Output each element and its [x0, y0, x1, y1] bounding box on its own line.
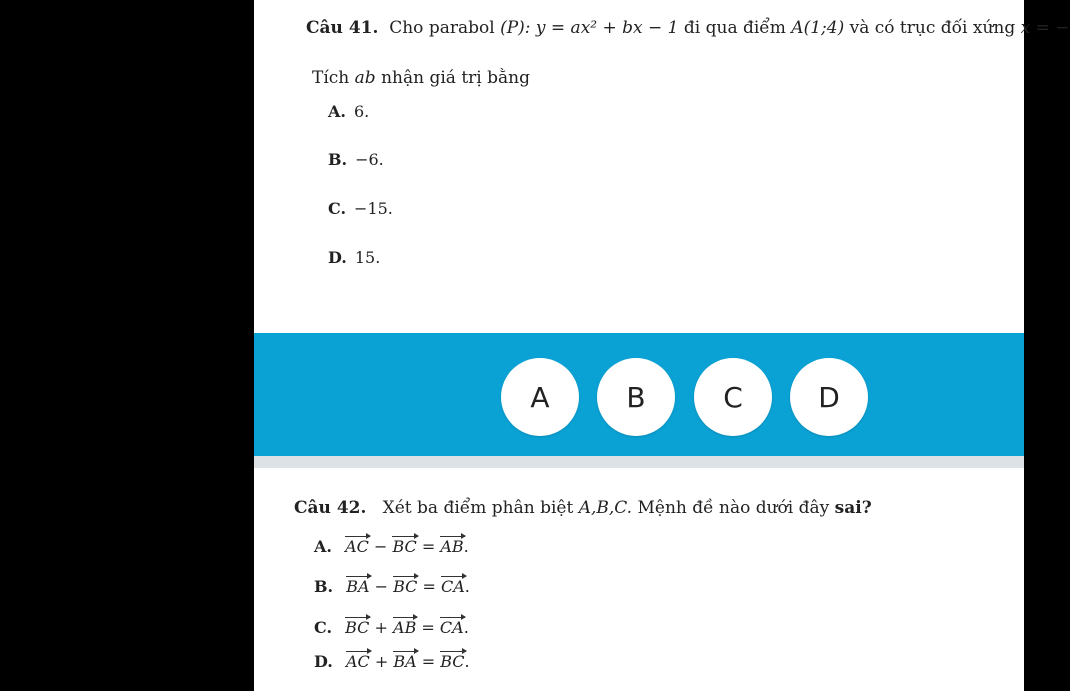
q41-point: A(1;4): [791, 18, 845, 38]
q42-a-operator: −: [373, 537, 388, 556]
q41-option-c: [328, 199, 393, 218]
q41-option-a: [328, 102, 369, 121]
q41-option-a-letter: A.: [328, 102, 346, 121]
q42-points: A,B,C.: [578, 498, 633, 518]
q41-mid: đi qua điểm: [683, 18, 786, 38]
q42-c-vector-3: CA: [439, 618, 464, 637]
q42-c-operator: +: [374, 618, 388, 637]
answer-button-b[interactable]: B: [597, 358, 675, 436]
q42-emphasis: sai?: [834, 498, 872, 518]
q42-d-operator: +: [374, 652, 389, 671]
q41-line2-var: ab: [354, 68, 376, 88]
q42-option-d: D. AC + BA = BC.: [314, 652, 470, 671]
answer-button-a[interactable]: A: [501, 358, 579, 436]
q41-option-b: [328, 150, 384, 169]
q42-d-vector-3: BC: [440, 652, 465, 671]
q41-option-b-letter: B.: [328, 150, 348, 169]
q42-d-vector-1: AC: [345, 652, 370, 671]
q41-option-b-text: −6.: [355, 150, 384, 169]
q41-option-c-text: −15.: [354, 199, 393, 218]
q42-c-vector-1: BC: [345, 618, 370, 637]
q42-option-b: B. BA − BC = CA.: [314, 577, 470, 596]
q42-a-vector-2: BC: [392, 537, 417, 556]
question-41-label: Câu 41.: [306, 18, 379, 38]
q42-text2: Mệnh đề nào dưới đây: [637, 498, 830, 518]
answer-button-c[interactable]: C: [694, 358, 772, 436]
q42-a-vector-1: AC: [345, 537, 369, 556]
q41-option-d: [328, 248, 380, 267]
q41-option-a-text: 6.: [353, 102, 370, 121]
q41-option-d-letter: D.: [328, 248, 347, 267]
q41-option-d-text: 15.: [354, 248, 381, 267]
answer-button-d[interactable]: D: [790, 358, 868, 436]
q42-option-c: C. BC + AB = CA.: [314, 618, 469, 637]
q42-b-operator: −: [374, 577, 388, 596]
q41-line2-prefix: Tích: [312, 68, 350, 88]
q41-curve: (P): y = ax² + bx − 1: [500, 18, 679, 38]
q42-option-c-letter: C.: [314, 618, 333, 637]
left-black-panel: [0, 0, 254, 691]
q41-intro: Cho parabol: [389, 18, 495, 38]
q41-axis: x = −: [1020, 18, 1070, 38]
q42-b-vector-1: BA: [346, 577, 370, 596]
q42-b-vector-3: CA: [440, 577, 465, 596]
question-41-line-1: [306, 18, 1070, 38]
q42-c-vector-2: AB: [393, 618, 417, 637]
question-41-line-2: [312, 68, 530, 88]
question-42-label: Câu 42.: [294, 498, 367, 518]
question-42-line-1: [294, 498, 872, 518]
q41-tail: và có trục đối xứng: [849, 18, 1016, 38]
q42-option-a: A. AC − BC = AB.: [314, 537, 469, 556]
q41-line2-suffix: nhận giá trị bằng: [381, 68, 530, 88]
q42-option-a-letter: A.: [314, 537, 332, 556]
divider-strip: [254, 456, 1024, 468]
q42-option-b-letter: B.: [314, 577, 334, 596]
q42-option-d-letter: D.: [314, 652, 333, 671]
q42-a-vector-3: AB: [440, 537, 464, 556]
q42-text: Xét ba điểm phân biệt: [382, 498, 574, 518]
q41-option-c-letter: C.: [328, 199, 347, 218]
q42-b-vector-2: BC: [393, 577, 418, 596]
q42-d-vector-2: BA: [393, 652, 417, 671]
